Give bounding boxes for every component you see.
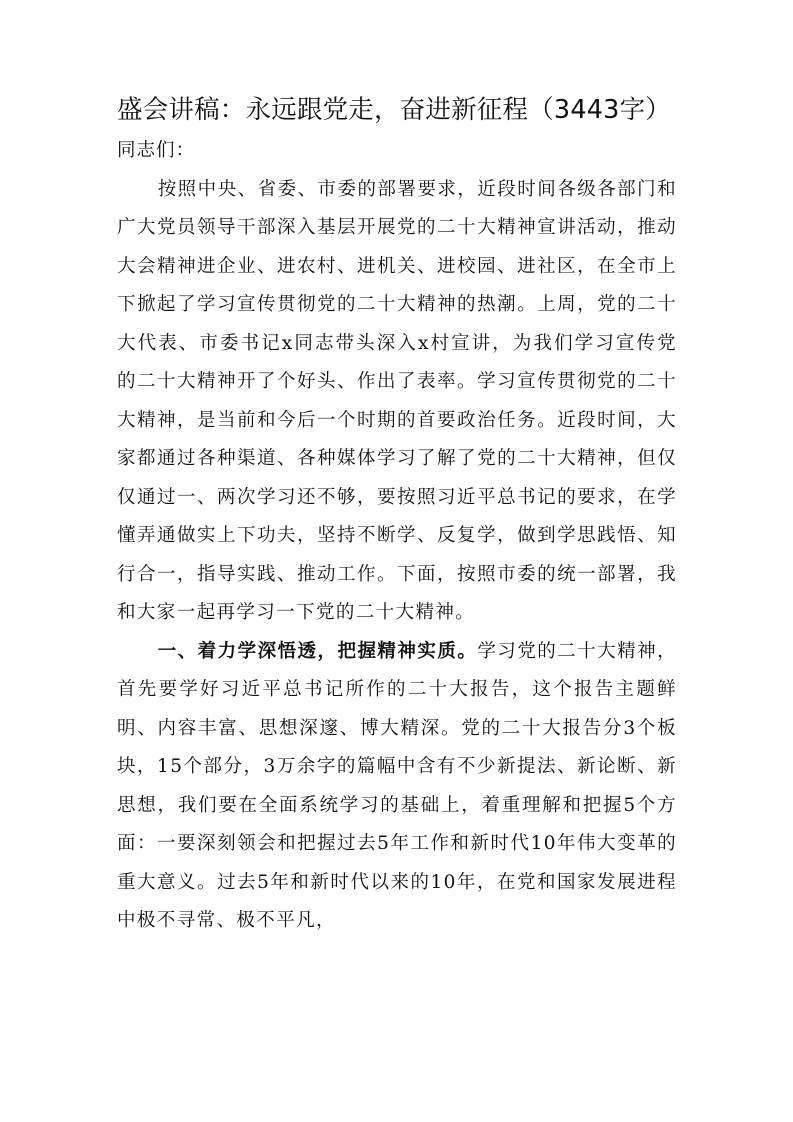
paragraph-intro-text: 按照中央、省委、市委的部署要求，近段时间各级各部门和广大党员领导干部深入基层开展党的二十大精神宣讲活动，推动大会精神进企业、进农村、进机关、进校园、进社区，在全市上下掀起了学习宣传贯彻党的二十大精神的热潮。上周，党的二十大代表、市委书记x同志带头深入x村宣讲，为我们学习宣传党的二十大精神开了个好头、作出了表率。学习宣传贯彻党的二十大精神，是当前和今后一个时期的首要政治任务。近段时间，大家都通过各种渠道、各种媒体学习了解了党的二十大精神，但仅仅通过一、两次学习还不够，要按照习近平总书记的要求，在学懂弄通做实上下功夫，坚持不断学、反复学，做到学思践悟、知行合一，指导实践、推动工作。下面，按照市委的统一部署，我和大家一起再学习一下党的二十大精神。 [117,178,677,623]
salutation: 同志们： [117,140,196,161]
section-one-heading: 一、着力学深悟透，把握精神实质。 [157,640,478,662]
paragraph-intro [117,171,677,633]
paragraph-section-one [117,633,677,941]
paragraph-section-one-text: 学习党的二十大精神，首先要学好习近平总书记所作的二十大报告，这个报告主题鲜明、内容丰富、思想深邃、博大精深。党的二十大报告分3个板块，15个部分，3万余字的篇幅中含有不少新提法、新论断、新思想，我们要在全面系统学习的基础上，着重理解和把握5个方面：一要深刻领会和把握过去5年工作和新时代10年伟大变革的重大意义。过去5年和新时代以来的10年，在党和国家发展进程中极不寻常、极不平凡， [117,640,677,931]
document-page [117,95,677,941]
document-title: 盛会讲稿：永远跟党走，奋进新征程（3443字） [117,95,671,125]
